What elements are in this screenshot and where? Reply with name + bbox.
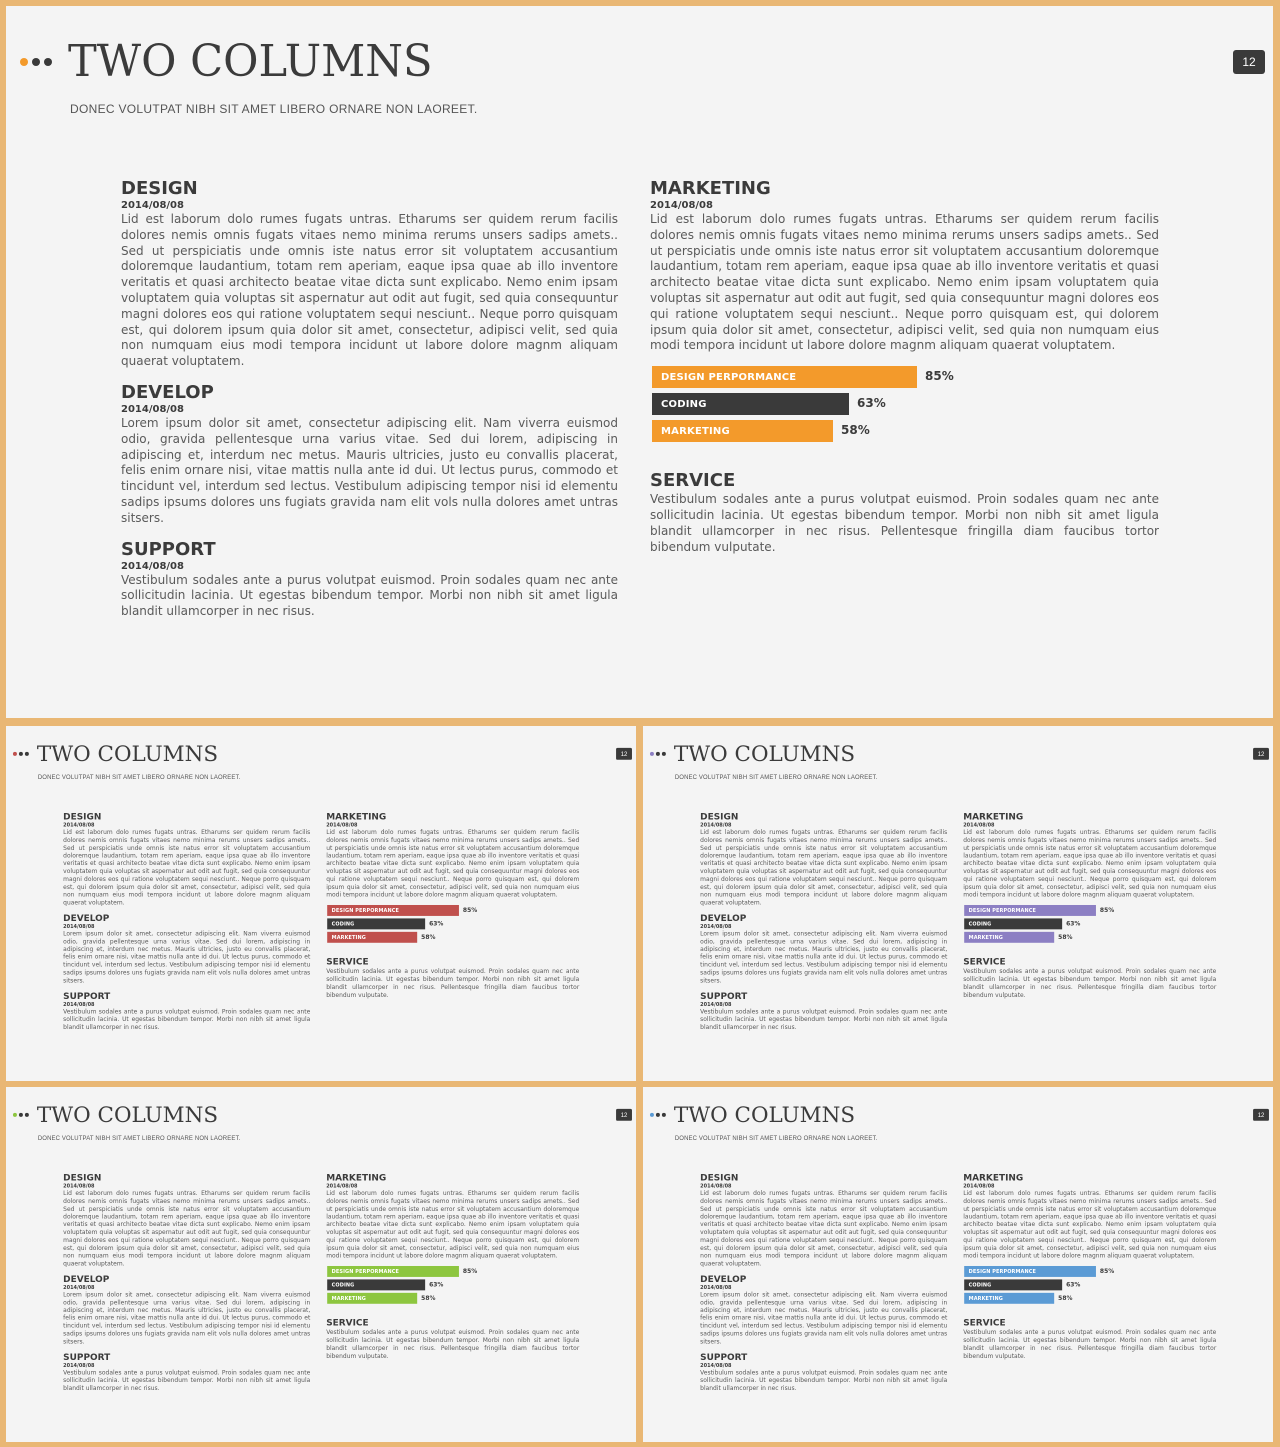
section-title: SUPPORT (121, 538, 216, 560)
section-body: Vestibulum sodales ante a purus volutpat euismod. Proin sodales quam nec ante sollicitudin lacinia. Ut egestas bibendum tempor. Morbi non nibh sit amet ligula blandit ullamcorper in nec risus. Pellentesque fringilla diam faucibus tortor bibendum vulputate. (963, 967, 1217, 999)
slide-subtitle: DONEC VOLUTPAT NIBH SIT AMET LIBERO ORNARE NON LAOREET. (674, 773, 878, 781)
section-date: 2014/08/08 (63, 1001, 95, 1008)
slide-title: TWO COLUMNS (673, 740, 856, 767)
skill-bar: CODING (652, 393, 849, 415)
section-title: SUPPORT (700, 990, 748, 1002)
section-body: Lid est laborum dolo rumes fugats untras. Etharums ser quidem rerum facilis dolores nemis omnis fugats vitaes nemo minima rerums unsers sadips amets.. Sed ut perspiciatis unde omnis iste natus error sit voluptatem accusantium doloremque laudantium, totam rem aperiam, eaque ipsa quae ab illo inventore veritatis et quasi architecto beatae vitae dicta sunt explicabo. Nemo enim ipsam voluptatem quia voluptas sit aspernatur aut odit aut fugit, sed quia consequuntur magni dolores eos qui ratione voluptatem sequi nesciunt.. Neque porro quisquam est, qui dolorem ipsum quia dolor sit amet, consectetur, adipisci velit, sed quia non numquam eius modi tempora incidunt ut labore dolore magnm aliquam quaerat voluptatem. (700, 828, 948, 907)
skill-bar: MARKETING (964, 1293, 1054, 1304)
skill-percent: 85% (462, 1267, 478, 1275)
section-title: DESIGN (121, 178, 198, 199)
left-column (700, 1173, 947, 1399)
section-date: 2014/08/08 (700, 923, 732, 930)
section-marketing (326, 812, 579, 900)
skill-bars (650, 366, 1159, 442)
section-title: MARKETING (650, 178, 771, 199)
title-dots-icon (20, 58, 60, 70)
right-column (650, 178, 1159, 567)
slide-canvas (643, 726, 1273, 1080)
section-date: 2014/08/08 (700, 1362, 732, 1369)
section-title: SUPPORT (63, 990, 111, 1002)
skill-percent: 85% (1099, 1267, 1115, 1275)
skill-percent: 85% (925, 369, 954, 384)
section-develop (121, 382, 618, 527)
section-design (700, 1173, 947, 1268)
section-develop (700, 913, 947, 985)
skill-percent: 85% (1099, 906, 1115, 914)
skill-bar-row (326, 1266, 579, 1277)
section-service (326, 957, 579, 999)
skill-bar-row (963, 932, 1216, 943)
skill-bar: MARKETING (327, 1293, 417, 1304)
skill-bar: MARKETING (327, 932, 417, 943)
section-date: 2014/08/08 (700, 1001, 732, 1008)
section-date: 2014/08/08 (963, 1183, 995, 1189)
section-develop (63, 1274, 310, 1346)
accent-dot (20, 58, 28, 66)
skill-bar: CODING (327, 919, 425, 930)
title-dots-icon (13, 752, 33, 758)
section-date: 2014/08/08 (121, 200, 184, 211)
section-title: DESIGN (700, 811, 739, 822)
section-body: Vestibulum sodales ante a purus volutpat euismod. Proin sodales quam nec ante sollicitudin lacinia. Ut egestas bibendum tempor. Morbi non nibh sit amet ligula blandit ullamcorper in nec risus. Pellentesque fringilla diam faucibus tortor bibendum vulputate. (326, 1328, 580, 1360)
section-title: DEVELOP (700, 912, 747, 924)
section-date: 2014/08/08 (121, 403, 184, 415)
right-column (326, 1173, 579, 1367)
skill-bars (963, 905, 1216, 943)
page-number-badge: 12 (1253, 1109, 1269, 1121)
dark-dot (19, 752, 23, 756)
slide-canvas (6, 1087, 636, 1441)
section-marketing (963, 1173, 1216, 1261)
skill-bar: MARKETING (652, 420, 833, 442)
section-title: SUPPORT (700, 1351, 748, 1363)
section-date: 2014/08/08 (63, 1284, 95, 1291)
slide-canvas (6, 726, 636, 1080)
slide-thumbnail-blue[interactable] (643, 1087, 1273, 1442)
section-title: DEVELOP (700, 1273, 747, 1285)
dark-dot (662, 752, 666, 756)
skill-bar-row (650, 366, 1159, 388)
skill-bars (963, 1266, 1216, 1304)
section-title: DESIGN (63, 1172, 102, 1183)
section-body: Vestibulum sodales ante a purus volutpat euismod. Proin sodales quam nec ante sollicitudin lacinia. Ut egestas bibendum tempor. Morbi non nibh sit amet ligula blandit ullamcorper in nec risus. Pellentesque fringilla diam faucibus tortor bibendum vulputate. (650, 492, 1159, 554)
section-title: SERVICE (326, 1317, 369, 1329)
section-service (963, 1318, 1216, 1360)
skill-percent: 58% (421, 1294, 436, 1302)
skill-percent: 63% (857, 396, 886, 411)
title-dots-icon (13, 1113, 33, 1119)
section-support (121, 539, 618, 620)
accent-dot (13, 1113, 17, 1117)
slide-title: TWO COLUMNS (36, 1101, 219, 1128)
section-title: MARKETING (963, 1172, 1024, 1183)
section-date: 2014/08/08 (63, 923, 95, 930)
skill-bar: CODING (964, 919, 1062, 930)
section-date: 2014/08/08 (63, 1362, 95, 1369)
section-service (326, 1318, 579, 1360)
left-column (63, 1173, 310, 1399)
slide-subtitle: DONEC VOLUTPAT NIBH SIT AMET LIBERO ORNARE NON LAOREET. (37, 773, 241, 781)
section-body: Lid est laborum dolo rumes fugats untras. Etharums ser quidem rerum facilis dolores nemis omnis fugats vitaes nemo minima rerums unsers sadips amets.. Sed ut perspiciatis unde omnis iste natus error sit voluptatem accusantium doloremque laudantium, totam rem aperiam, eaque ipsa quae ab illo inventore veritatis et quasi architecto beatae vitae dicta sunt explicabo. Nemo enim ipsam voluptatem quia voluptas sit aspernatur aut odit aut fugit, sed quia consequuntur magni dolores eos qui ratione voluptatem sequi nesciunt.. Neque porro quisquam est, qui dolorem ipsum quia dolor sit amet, consectetur, adipisci velit, sed quia non numquam eius modi tempora incidunt ut labore dolore magnm aliquam quaerat voluptatem. (963, 828, 1217, 899)
skill-percent: 58% (1058, 1294, 1073, 1302)
dark-dot (19, 1113, 23, 1117)
section-body: Lorem ipsum dolor sit amet, consectetur adipiscing elit. Nam viverra euismod odio, gravida pellentesque urna varius vitae. Sed dui lorem, adipiscing in adipiscing et, interdum nec metus. Mauris ultricies, justo eu convallis placerat, felis enim ornare nisi, vitae mattis nulla ante id dui. Ut lectus purus, commodo et tincidunt vel, interdum sed lectus. Vestibulum adipiscing tempor nisi id elementu sadips ipsums dolores uns fugiats gravida nam elit vols nulla dolores amet untras sitsers. (63, 929, 311, 984)
right-column (963, 812, 1216, 1006)
section-title: DEVELOP (63, 912, 110, 924)
section-title: MARKETING (326, 1172, 387, 1183)
skill-bar-row (963, 905, 1216, 916)
section-title: SERVICE (650, 470, 736, 492)
section-date: 2014/08/08 (963, 822, 995, 828)
section-body: Vestibulum sodales ante a purus volutpat euismod. Proin sodales quam nec ante sollicitudin lacinia. Ut egestas bibendum tempor. Morbi non nibh sit amet ligula blandit ullamcorper in nec risus. Pellentesque fringilla diam faucibus tortor bibendum vulputate. (326, 967, 580, 999)
section-service (650, 470, 1159, 555)
section-date: 2014/08/08 (121, 560, 184, 572)
slide-subtitle: DONEC VOLUTPAT NIBH SIT AMET LIBERO ORNARE NON LAOREET. (70, 102, 478, 116)
skill-bars (326, 905, 579, 943)
skill-bar: CODING (327, 1280, 425, 1291)
skill-bar: DESIGN PERPORMANCE (327, 1266, 459, 1277)
section-date: 2014/08/08 (700, 1183, 732, 1189)
section-body: Vestibulum sodales ante a purus volutpat euismod. Proin sodales quam nec ante sollicitudin lacinia. Ut egestas bibendum tempor. Morbi non nibh sit amet ligula blandit ullamcorper in nec risus. Pellentesque fringilla diam faucibus tortor bibendum vulputate. (963, 1328, 1217, 1360)
section-title: MARKETING (326, 811, 387, 822)
left-column (700, 812, 947, 1038)
section-marketing (963, 812, 1216, 900)
dark-dot (656, 1113, 660, 1117)
section-title: SUPPORT (63, 1351, 111, 1363)
section-body: Lid est laborum dolo rumes fugats untras. Etharums ser quidem rerum facilis dolores nemis omnis fugats vitaes nemo minima rerums unsers sadips amets.. Sed ut perspiciatis unde omnis iste natus error sit voluptatem accusantium doloremque laudantium, totam rem aperiam, eaque ipsa quae ab illo inventore veritatis et quasi architecto beatae vitae dicta sunt explicabo. Nemo enim ipsam voluptatem quia voluptas sit aspernatur aut odit aut fugit, sed quia consequuntur magni dolores eos qui ratione voluptatem sequi nesciunt.. Neque porro quisquam est, qui dolorem ipsum quia dolor sit amet, consectetur, adipisci velit, sed quia non numquam eius modi tempora incidunt ut labore dolore magnm aliquam quaerat voluptatem. (326, 1189, 580, 1260)
section-body: Lorem ipsum dolor sit amet, consectetur adipiscing elit. Nam viverra euismod odio, gravida pellentesque urna varius vitae. Sed dui lorem, adipiscing in adipiscing et, interdum nec metus. Mauris ultricies, justo eu convallis placerat, felis enim ornare nisi, vitae mattis nulla ante id dui. Ut lectus purus, commodo et tincidunt vel, interdum sed lectus. Vestibulum adipiscing tempor nisi id elementu sadips ipsums dolores uns fugiats gravida nam elit vols nulla dolores amet untras sitsers. (700, 1290, 948, 1345)
right-column (963, 1173, 1216, 1367)
skill-bar-row (326, 905, 579, 916)
section-design (63, 812, 310, 907)
accent-dot (650, 1113, 654, 1117)
left-column (121, 178, 618, 632)
section-develop (700, 1274, 947, 1346)
skill-percent: 58% (421, 933, 436, 941)
section-body: Vestibulum sodales ante a purus volutpat euismod. Proin sodales quam nec ante sollicitudin lacinia. Ut egestas bibendum tempor. Morbi non nibh sit amet ligula blandit ullamcorper in nec risus. (63, 1007, 311, 1031)
slide-title: TWO COLUMNS (36, 740, 219, 767)
skill-bar: DESIGN PERPORMANCE (964, 905, 1096, 916)
section-date: 2014/08/08 (650, 200, 713, 211)
accent-dot (650, 752, 654, 756)
section-title: DEVELOP (121, 381, 214, 403)
section-support (63, 1352, 310, 1392)
right-column (326, 812, 579, 1006)
skill-percent: 63% (429, 919, 444, 927)
skill-bar-row (326, 932, 579, 943)
slide-canvas (643, 1087, 1273, 1441)
dark-dot (44, 58, 52, 66)
title-dots-icon (650, 1113, 670, 1119)
section-date: 2014/08/08 (63, 1183, 95, 1189)
section-body: Vestibulum sodales ante a purus volutpat euismod. Proin sodales quam nec ante sollicitudin lacinia. Ut egestas bibendum tempor. Morbi non nibh sit amet ligula blandit ullamcorper in nec risus. (700, 1368, 948, 1392)
section-support (700, 991, 947, 1031)
slide-subtitle: DONEC VOLUTPAT NIBH SIT AMET LIBERO ORNARE NON LAOREET. (674, 1134, 878, 1142)
section-body: Vestibulum sodales ante a purus volutpat euismod. Proin sodales quam nec ante sollicitudin lacinia. Ut egestas bibendum tempor. Morbi non nibh sit amet ligula blandit ullamcorper in nec risus. (121, 572, 618, 619)
slide-subtitle: DONEC VOLUTPAT NIBH SIT AMET LIBERO ORNARE NON LAOREET. (37, 1134, 241, 1142)
slide-title: TWO COLUMNS (68, 36, 433, 87)
section-body: Lid est laborum dolo rumes fugats untras. Etharums ser quidem rerum facilis dolores nemis omnis fugats vitaes nemo minima rerums unsers sadips amets.. Sed ut perspiciatis unde omnis iste natus error sit voluptatem accusantium doloremque laudantium, totam rem aperiam, eaque ipsa quae ab illo inventore veritatis et quasi architecto beatae vitae dicta sunt explicabo. Nemo enim ipsam voluptatem quia voluptas sit aspernatur aut odit aut fugit, sed quia consequuntur magni dolores eos qui ratione voluptatem sequi nesciunt.. Neque porro quisquam est, qui dolorem ipsum quia dolor sit amet, consectetur, adipisci velit, sed quia non numquam eius modi tempora incidunt ut labore dolore magnm aliquam quaerat voluptatem. (63, 1189, 311, 1268)
section-body: Lid est laborum dolo rumes fugats untras. Etharums ser quidem rerum facilis dolores nemis omnis fugats vitaes nemo minima rerums unsers sadips amets.. Sed ut perspiciatis unde omnis iste natus error sit voluptatem accusantium doloremque laudantium, totam rem aperiam, eaque ipsa quae ab illo inventore veritatis et quasi architecto beatae vitae dicta sunt explicabo. Nemo enim ipsam voluptatem quia voluptas sit aspernatur aut odit aut fugit, sed quia consequuntur magni dolores eos qui ratione voluptatem sequi nesciunt.. Neque porro quisquam est, qui dolorem ipsum quia dolor sit amet, consectetur, adipisci velit, sed quia non numquam eius modi tempora incidunt ut labore dolore magnm aliquam quaerat voluptatem. (121, 212, 618, 369)
skill-bar-row (963, 1280, 1216, 1291)
section-marketing (326, 1173, 579, 1261)
section-develop (63, 913, 310, 985)
skill-bar: DESIGN PERPORMANCE (652, 366, 917, 388)
skill-bar: MARKETING (964, 932, 1054, 943)
skill-bar-row (650, 393, 1159, 415)
section-title: DESIGN (63, 811, 102, 822)
section-date: 2014/08/08 (326, 822, 358, 828)
skill-percent: 58% (841, 423, 870, 438)
slide-thumbnail-green[interactable] (6, 1087, 636, 1442)
section-body: Lid est laborum dolo rumes fugats untras. Etharums ser quidem rerum facilis dolores nemis omnis fugats vitaes nemo minima rerums unsers sadips amets.. Sed ut perspiciatis unde omnis iste natus error sit voluptatem accusantium doloremque laudantium, totam rem aperiam, eaque ipsa quae ab illo inventore veritatis et quasi architecto beatae vitae dicta sunt explicabo. Nemo enim ipsam voluptatem quia voluptas sit aspernatur aut odit aut fugit, sed quia consequuntur magni dolores eos qui ratione voluptatem sequi nesciunt.. Neque porro quisquam est, qui dolorem ipsum quia dolor sit amet, consectetur, adipisci velit, sed quia non numquam eius modi tempora incidunt ut labore dolore magnm aliquam quaerat voluptatem. (700, 1189, 948, 1268)
slide-title: TWO COLUMNS (673, 1101, 856, 1128)
page-number-badge: 12 (1253, 748, 1269, 760)
slide-canvas (6, 6, 1273, 718)
accent-dot (13, 752, 17, 756)
skill-percent: 58% (1058, 933, 1073, 941)
section-marketing (650, 178, 1159, 354)
title-dots-icon (650, 752, 670, 758)
page-number-badge: 12 (616, 1109, 632, 1121)
section-date: 2014/08/08 (700, 822, 732, 828)
skill-bar-row (963, 919, 1216, 930)
slide-thumbnail-purple[interactable] (643, 726, 1273, 1081)
section-title: DEVELOP (63, 1273, 110, 1285)
section-body: Lid est laborum dolo rumes fugats untras. Etharums ser quidem rerum facilis dolores nemis omnis fugats vitaes nemo minima rerums unsers sadips amets.. Sed ut perspiciatis unde omnis iste natus error sit voluptatem accusantium doloremque laudantium, totam rem aperiam, eaque ipsa quae ab illo inventore veritatis et quasi architecto beatae vitae dicta sunt explicabo. Nemo enim ipsam voluptatem quia voluptas sit aspernatur aut odit aut fugit, sed quia consequuntur magni dolores eos qui ratione voluptatem sequi nesciunt.. Neque porro quisquam est, qui dolorem ipsum quia dolor sit amet, consectetur, adipisci velit, sed quia non numquam eius modi tempora incidunt ut labore dolore magnm aliquam quaerat voluptatem. (650, 212, 1159, 353)
section-date: 2014/08/08 (326, 1183, 358, 1189)
slide-main[interactable] (6, 6, 1273, 718)
skill-bar-row (963, 1266, 1216, 1277)
skill-bar-row (326, 1280, 579, 1291)
section-body: Vestibulum sodales ante a purus volutpat euismod. Proin sodales quam nec ante sollicitudin lacinia. Ut egestas bibendum tempor. Morbi non nibh sit amet ligula blandit ullamcorper in nec risus. (700, 1007, 948, 1031)
section-date: 2014/08/08 (63, 822, 95, 828)
section-title: SERVICE (326, 956, 369, 968)
dark-dot (32, 58, 40, 66)
section-design (121, 178, 618, 370)
section-body: Lorem ipsum dolor sit amet, consectetur adipiscing elit. Nam viverra euismod odio, gravida pellentesque urna varius vitae. Sed dui lorem, adipiscing in adipiscing et, interdum nec metus. Mauris ultricies, justo eu convallis placerat, felis enim ornare nisi, vitae mattis nulla ante id dui. Ut lectus purus, commodo et tincidunt vel, interdum sed lectus. Vestibulum adipiscing tempor nisi id elementu sadips ipsums dolores uns fugiats gravida nam elit vols nulla dolores amet untras sitsers. (700, 929, 948, 984)
section-service (963, 957, 1216, 999)
skill-bar-row (963, 1293, 1216, 1304)
skill-percent: 85% (462, 906, 478, 914)
section-body: Lid est laborum dolo rumes fugats untras. Etharums ser quidem rerum facilis dolores nemis omnis fugats vitaes nemo minima rerums unsers sadips amets.. Sed ut perspiciatis unde omnis iste natus error sit voluptatem accusantium doloremque laudantium, totam rem aperiam, eaque ipsa quae ab illo inventore veritatis et quasi architecto beatae vitae dicta sunt explicabo. Nemo enim ipsam voluptatem quia voluptas sit aspernatur aut odit aut fugit, sed quia consequuntur magni dolores eos qui ratione voluptatem sequi nesciunt.. Neque porro quisquam est, qui dolorem ipsum quia dolor sit amet, consectetur, adipisci velit, sed quia non numquam eius modi tempora incidunt ut labore dolore magnm aliquam quaerat voluptatem. (326, 828, 580, 899)
slide-thumbnail-red[interactable] (6, 726, 636, 1081)
section-body: Lorem ipsum dolor sit amet, consectetur adipiscing elit. Nam viverra euismod odio, gravida pellentesque urna varius vitae. Sed dui lorem, adipiscing in adipiscing et, interdum nec metus. Mauris ultricies, justo eu convallis placerat, felis enim ornare nisi, vitae mattis nulla ante id dui. Ut lectus purus, commodo et tincidunt vel, interdum sed lectus. Vestibulum adipiscing tempor nisi id elementu sadips ipsums dolores uns fugiats gravida nam elit vols nulla dolores amet untras sitsers. (63, 1290, 311, 1345)
left-column (63, 812, 310, 1038)
section-body: Lid est laborum dolo rumes fugats untras. Etharums ser quidem rerum facilis dolores nemis omnis fugats vitaes nemo minima rerums unsers sadips amets.. Sed ut perspiciatis unde omnis iste natus error sit voluptatem accusantium doloremque laudantium, totam rem aperiam, eaque ipsa quae ab illo inventore veritatis et quasi architecto beatae vitae dicta sunt explicabo. Nemo enim ipsam voluptatem quia voluptas sit aspernatur aut odit aut fugit, sed quia consequuntur magni dolores eos qui ratione voluptatem sequi nesciunt.. Neque porro quisquam est, qui dolorem ipsum quia dolor sit amet, consectetur, adipisci velit, sed quia non numquam eius modi tempora incidunt ut labore dolore magnm aliquam quaerat voluptatem. (963, 1189, 1217, 1260)
skill-bar-row (326, 1293, 579, 1304)
skill-percent: 63% (1066, 1280, 1081, 1288)
skill-bar: DESIGN PERPORMANCE (327, 905, 459, 916)
skill-bars (326, 1266, 579, 1304)
page-number-badge: 12 (1233, 50, 1265, 74)
skill-percent: 63% (429, 1280, 444, 1288)
dark-dot (656, 752, 660, 756)
page-number-badge: 12 (616, 748, 632, 760)
section-date: 2014/08/08 (700, 1284, 732, 1291)
section-body: Vestibulum sodales ante a purus volutpat euismod. Proin sodales quam nec ante sollicitudin lacinia. Ut egestas bibendum tempor. Morbi non nibh sit amet ligula blandit ullamcorper in nec risus. (63, 1368, 311, 1392)
skill-bar: CODING (964, 1280, 1062, 1291)
section-title: SERVICE (963, 956, 1006, 968)
dark-dot (662, 1113, 666, 1117)
skill-percent: 63% (1066, 919, 1081, 927)
section-design (63, 1173, 310, 1268)
section-support (63, 991, 310, 1031)
section-design (700, 812, 947, 907)
skill-bar-row (650, 420, 1159, 442)
section-title: MARKETING (963, 811, 1024, 822)
skill-bar: DESIGN PERPORMANCE (964, 1266, 1096, 1277)
dark-dot (25, 752, 29, 756)
section-title: SERVICE (963, 1317, 1006, 1329)
dark-dot (25, 1113, 29, 1117)
section-body: Lid est laborum dolo rumes fugats untras. Etharums ser quidem rerum facilis dolores nemis omnis fugats vitaes nemo minima rerums unsers sadips amets.. Sed ut perspiciatis unde omnis iste natus error sit voluptatem accusantium doloremque laudantium, totam rem aperiam, eaque ipsa quae ab illo inventore veritatis et quasi architecto beatae vitae dicta sunt explicabo. Nemo enim ipsam voluptatem quia voluptas sit aspernatur aut odit aut fugit, sed quia consequuntur magni dolores eos qui ratione voluptatem sequi nesciunt.. Neque porro quisquam est, qui dolorem ipsum quia dolor sit amet, consectetur, adipisci velit, sed quia non numquam eius modi tempora incidunt ut labore dolore magnm aliquam quaerat voluptatem. (63, 828, 311, 907)
section-support (700, 1352, 947, 1392)
section-body: Lorem ipsum dolor sit amet, consectetur adipiscing elit. Nam viverra euismod odio, gravida pellentesque urna varius vitae. Sed dui lorem, adipiscing in adipiscing et, interdum nec metus. Mauris ultricies, justo eu convallis placerat, felis enim ornare nisi, vitae mattis nulla ante id dui. Ut lectus purus, commodo et tincidunt vel, interdum sed lectus. Vestibulum adipiscing tempor nisi id elementu sadips ipsums dolores uns fugiats gravida nam elit vols nulla dolores amet untras sitsers. (121, 415, 618, 525)
section-title: DESIGN (700, 1172, 739, 1183)
skill-bar-row (326, 919, 579, 930)
